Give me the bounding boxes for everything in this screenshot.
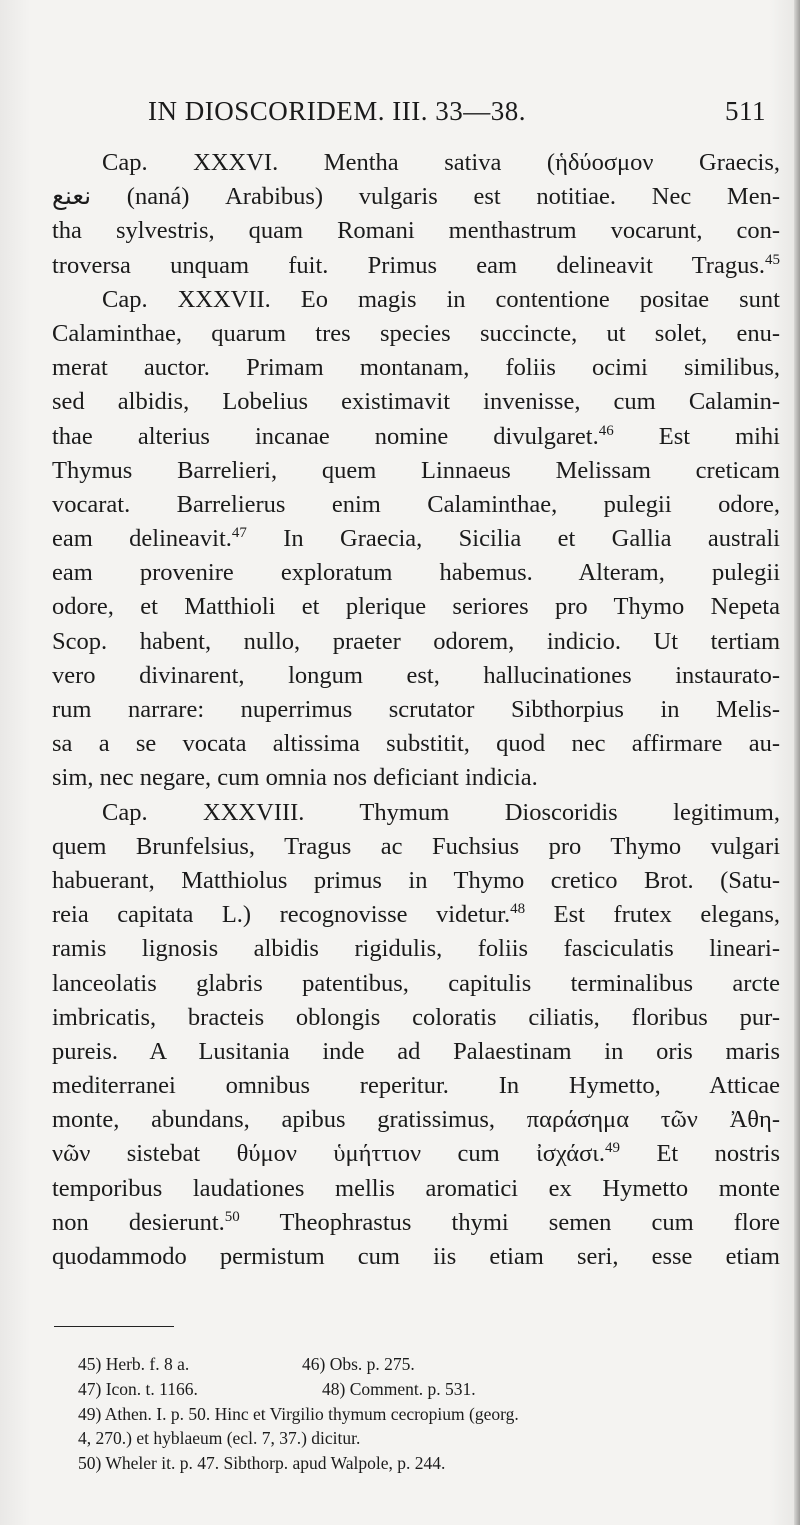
text-line: Cap. XXXVI. Mentha sativa (ἡδύοσμον Graecis, [102, 149, 780, 176]
footnote-ref: 46 [598, 422, 614, 439]
text-line: Cap. XXXVIII. Thymum Dioscoridis legitimum, [102, 798, 780, 826]
text-line: Thymus Barrelieri, quem Linnaeus Melissam creticam [52, 456, 780, 484]
footnote-line [78, 1377, 758, 1402]
text-line: merat auctor. Primam montanam, foliis ocimi similibus, [52, 354, 780, 382]
footnote-45: 45) Herb. f. 8 a. [78, 1354, 190, 1374]
text-line: pureis. A Lusitania inde ad Palaestinam in oris maris [52, 1037, 780, 1065]
text-line: reia capitata L.) recognovisse videtur.$^{48}$ Est frutex elegans, [52, 901, 780, 929]
text-line: eam provenire exploratum habemus. Alteram, pulegii [52, 559, 780, 587]
text-line: sa a se vocata altissima substitit, quod nec affirmare au- [52, 730, 780, 758]
text-line: lanceolatis glabris patentibus, capitulis terminalibus arcte [52, 969, 780, 997]
footnote-ref: 47 [231, 525, 247, 542]
page-edge-shadow [794, 0, 800, 1525]
footnote-line [78, 1352, 758, 1377]
footnote-ref: 48 [510, 901, 526, 918]
text-line: Scop. habent, nullo, praeter odorem, indicio. Ut tertiam [52, 627, 780, 655]
text-line: monte, abundans, apibus gratissimus, παράσημα τῶν Ἀθη- [52, 1106, 780, 1134]
running-title: IN DIOSCORIDEM. III. 33—38. [148, 96, 526, 126]
text-line: ramis lignosis albidis rigidulis, foliis fasciculatis lineari- [52, 935, 780, 963]
footnote-49-cont: 4, 270.) et hyblaeum (ecl. 7, 37.) dicitur. [78, 1428, 361, 1449]
footnote-ref: 49 [605, 1140, 621, 1157]
footnote-50: 50) Wheler it. p. 47. Sibthorp. apud Walpole, p. 244. [78, 1453, 446, 1474]
text-line: νῶν sistebat θύμον ὑμήττιον cum ἰσχάσι.$^{49}$ Et nostris [52, 1140, 780, 1168]
text-line: non desierunt.$^{50}$ Theophrastus thymi semen cum flore [52, 1208, 780, 1236]
text-line: eam delineavit.$^{47}$ In Graecia, Sicilia et Gallia australi [52, 525, 780, 553]
text-line: sed albidis, Lobelius existimavit invenisse, cum Calamin- [52, 388, 780, 416]
footnote-46: 46) Obs. p. 275. [302, 1354, 415, 1374]
footnotes [78, 1352, 758, 1476]
text-line: Cap. XXXVII. Eo magis in contentione positae sunt [102, 285, 780, 313]
text-line: odore, et Matthioli et plerique seriores pro Thymo Nepeta [52, 593, 780, 621]
footnote-ref: 45 [765, 251, 780, 268]
text-line: mediterranei omnibus reperitur. In Hymetto, Atticae [52, 1072, 780, 1100]
page-number: 511 [725, 96, 766, 126]
text-line: quodammodo permistum cum iis etiam seri, esse etiam [52, 1243, 780, 1270]
text-line: vocarat. Barrelierus enim Calaminthae, pulegii odore, [52, 490, 780, 518]
page-header [148, 96, 766, 132]
text-line: imbricatis, bracteis oblongis coloratis ciliatis, floribus pur- [52, 1003, 780, 1031]
text-line: نعنع (naná) Arabibus) vulgaris est notitiae. Nec Men- [52, 183, 780, 211]
text-line: temporibus laudationes mellis aromatici ex Hymetto monte [52, 1174, 780, 1202]
footnote-49: 49) Athen. I. p. 50. Hinc et Virgilio thymum cecropium (georg. [78, 1403, 519, 1424]
footnote-ref: 50 [224, 1208, 240, 1225]
text-line: sim, nec negare, cum omnia nos deficiant indicia. [52, 764, 538, 792]
text-line: Calaminthae, quarum tres species succincte, ut solet, enu- [52, 319, 780, 347]
text-line: habuerant, Matthiolus primus in Thymo cretico Brot. (Satu- [52, 866, 780, 894]
footnote-47: 47) Icon. t. 1166. [78, 1378, 198, 1399]
text-line: tha sylvestris, quam Romani menthastrum vocarunt, con- [52, 217, 780, 245]
text-line: vero divinarent, longum est, hallucinationes instaurato- [52, 661, 780, 689]
text-line: quem Brunfelsius, Tragus ac Fuchsius pro Thymo vulgari [52, 832, 780, 860]
text-line: thae alterius incanae nomine divulgaret.$^{46}$ Est mihi [52, 422, 780, 450]
text-line: troversa unquam fuit. Primus eam delineavit Tragus.$^{45}$ [52, 251, 780, 279]
footnote-48: 48) Comment. p. 531. [322, 1378, 476, 1399]
main-text [52, 146, 780, 1274]
footnote-rule [54, 1326, 174, 1327]
text-line: rum narrare: nuperrimus scrutator Sibthorpius in Melis- [52, 696, 780, 723]
